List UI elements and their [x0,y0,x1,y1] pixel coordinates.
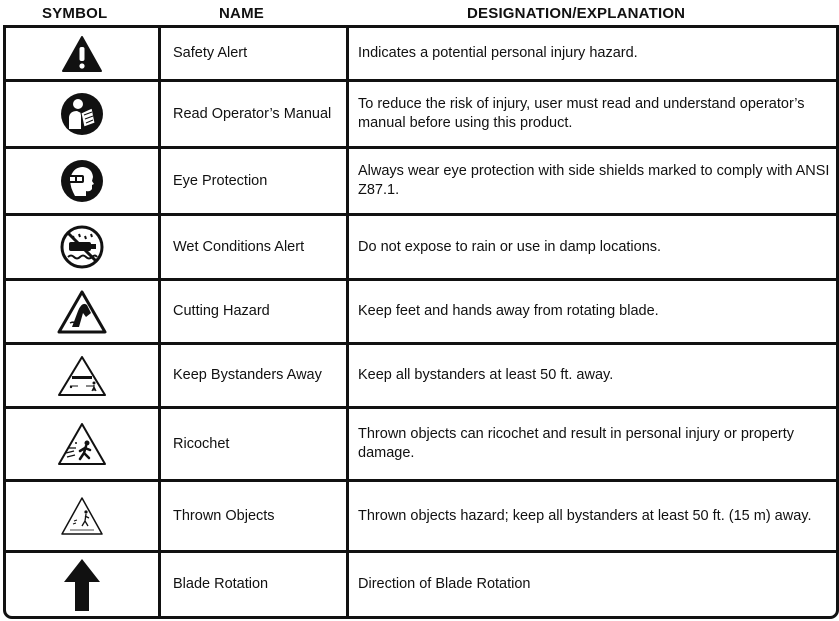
table-row [6,409,836,479]
row-name: Ricochet [173,435,230,452]
ricochet-icon [56,421,108,467]
table-row [6,553,836,616]
cutting-hazard-icon [56,289,108,335]
row-name: Keep Bystanders Away [173,367,322,383]
row-name: Read Operator’s Manual [173,105,332,122]
table-row [6,149,836,213]
row-name: Cutting Hazard [173,303,270,319]
header-name: NAME [219,5,264,22]
symbol-cell [6,216,158,278]
symbol-cell [6,553,158,616]
keep-bystanders-away-icon [56,354,108,398]
wet-conditions-icon [59,224,105,270]
row-explanation: To reduce the risk of injury, user must read and understand operator’s manual before using this product. [358,96,805,131]
read-manual-icon [59,91,105,137]
row-explanation: Keep feet and hands away from rotating blade. [358,303,659,319]
symbol-cell [6,482,158,550]
header-symbol: SYMBOL [42,5,108,22]
table-header [0,0,839,26]
table-row [6,82,836,146]
safety-alert-icon [61,35,103,73]
thrown-objects-icon [59,495,105,537]
header-designation: DESIGNATION/EXPLANATION [467,5,686,22]
eye-protection-icon [59,158,105,204]
table-row [6,482,836,550]
symbol-cell [6,409,158,479]
row-name: Blade Rotation [173,576,269,592]
blade-rotation-arrow-icon [62,558,102,612]
symbol-cell [6,149,158,213]
symbol-cell [6,281,158,342]
row-explanation: Do not expose to rain or use in damp locations. [358,238,662,255]
row-explanation: Thrown objects hazard; keep all bystanders at least 50 ft. (15 m) away. [358,507,812,524]
row-name: Thrown Objects [173,507,275,524]
row-explanation: Direction of Blade Rotation [358,576,531,592]
row-name: Safety Alert [173,45,248,61]
symbol-cell [6,82,158,146]
table-row [6,216,836,278]
symbol-cell [6,28,158,79]
row-name: Eye Protection [173,172,268,189]
row-name: Wet Conditions Alert [173,238,305,255]
table-row [6,345,836,406]
symbol-cell [6,345,158,406]
symbol-table [3,25,839,619]
row-explanation: Indicates a potential personal injury hazard. [358,45,638,61]
table-row [6,28,836,79]
table-row [6,281,836,342]
row-explanation: Always wear eye protection with side shields marked to comply with ANSI Z87.1. [358,163,830,198]
row-explanation: Thrown objects can ricochet and result in personal injury or property damage. [358,426,795,461]
row-explanation: Keep all bystanders at least 50 ft. away. [358,367,614,383]
